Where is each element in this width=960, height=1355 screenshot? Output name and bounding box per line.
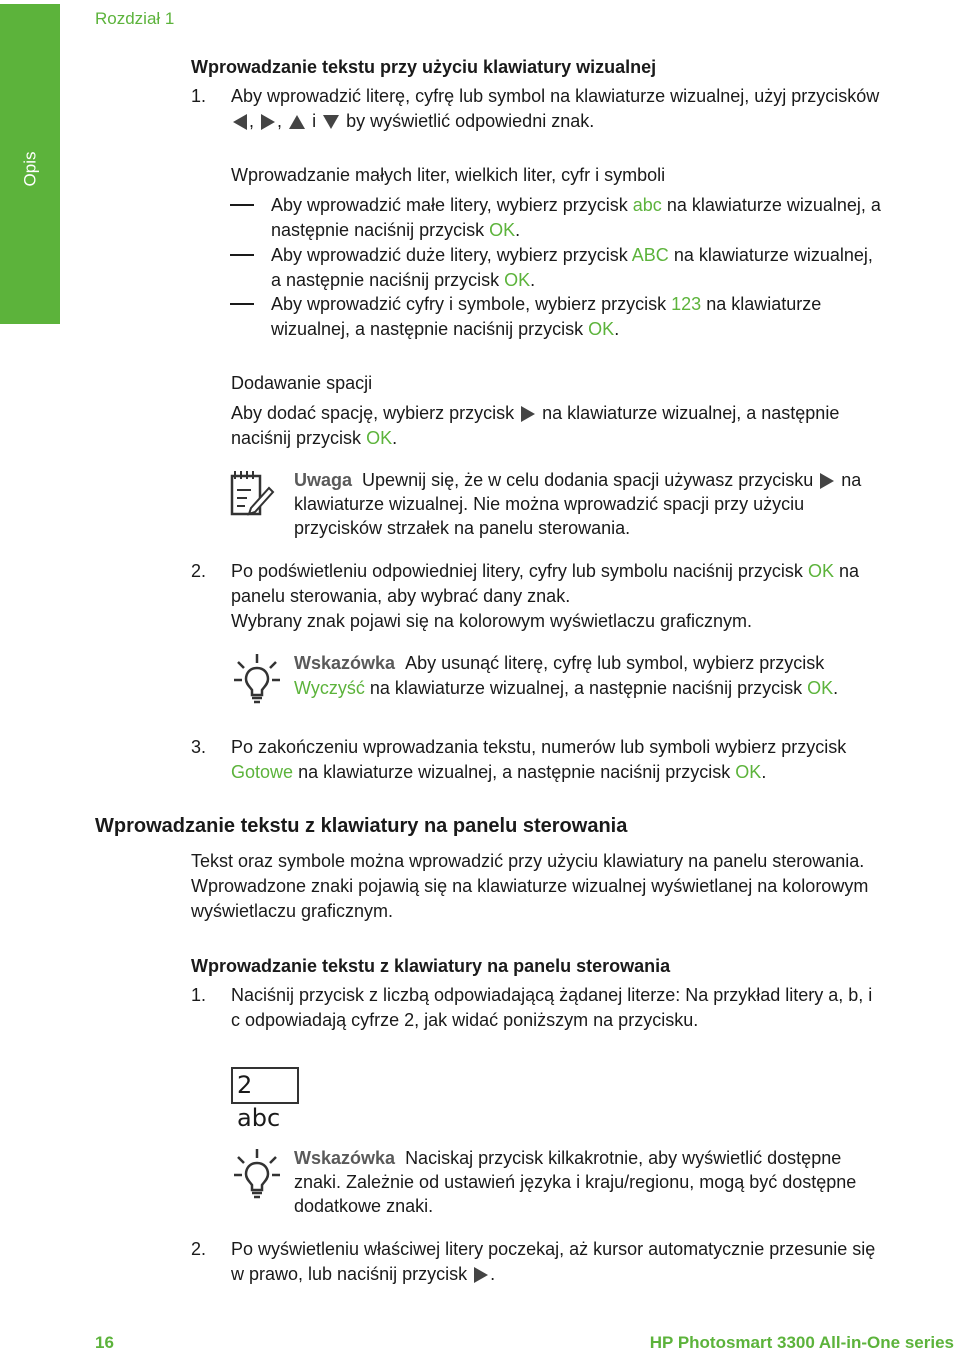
right-arrow-icon bbox=[474, 1267, 488, 1283]
paragraph: Tekst oraz symbole można wprowadzić przy użyciu klawiatury na panelu sterowania. bbox=[191, 851, 865, 871]
sub-heading: Wprowadzanie tekstu z klawiatury na panelu sterowania bbox=[191, 956, 671, 976]
note-text: klawiaturze wizualnej. Nie można wprowadzić spacji przy użyciu bbox=[294, 494, 805, 514]
space-heading: Dodawanie spacji bbox=[231, 373, 373, 393]
step-text: Po zakończeniu wprowadzania tekstu, numerów lub symboli wybierz przycisk bbox=[231, 737, 847, 757]
keypad-button-image: 2 abc bbox=[231, 1067, 299, 1104]
page-number: 16 bbox=[95, 1333, 114, 1352]
note-icon bbox=[229, 468, 277, 518]
tip-text: Wskazówka Aby usunąć literę, cyfrę lub symbol, wybierz przycisk bbox=[294, 653, 825, 673]
note-text: Uwaga Upewnij się, że w celu dodania spacji używasz przycisku na bbox=[294, 470, 862, 490]
dash-bullet bbox=[230, 303, 254, 305]
note-text: przycisków strzałek na panelu sterowania. bbox=[294, 518, 631, 538]
tip-text: Wyczyść na klawiaturze wizualnej, a następnie naciśnij przycisk OK. bbox=[294, 678, 839, 698]
step-number: 2. bbox=[191, 1239, 207, 1259]
step-text: c odpowiadają cyfrze 2, jak widać poniższym na przycisku. bbox=[231, 1010, 699, 1030]
step-number: 1. bbox=[191, 985, 207, 1005]
right-arrow-icon bbox=[521, 406, 535, 422]
space-text: naciśnij przycisk OK. bbox=[231, 428, 398, 448]
section-title: Wprowadzanie tekstu z klawiatury na panelu sterowania bbox=[95, 815, 628, 837]
bullet-text: Aby wprowadzić duże litery, wybierz przycisk ABC na klawiaturze wizualnej, bbox=[271, 245, 873, 265]
chapter-label: Rozdział 1 bbox=[95, 9, 175, 28]
space-text: Aby dodać spację, wybierz przycisk na klawiaturze wizualnej, a następnie bbox=[231, 403, 840, 423]
step-text: w prawo, lub naciśnij przycisk . bbox=[231, 1264, 496, 1284]
step-text-arrows: , , i by wyświetlić odpowiedni znak. bbox=[231, 109, 594, 134]
down-arrow-icon bbox=[323, 115, 339, 129]
step-text: panelu sterowania, aby wybrać dany znak. bbox=[231, 586, 571, 606]
step-number: 1. bbox=[191, 86, 207, 106]
tip-text: dodatkowe znaki. bbox=[294, 1196, 434, 1216]
tip-text: Wskazówka Naciskaj przycisk kilkakrotnie, aby wyświetlić dostępne bbox=[294, 1148, 842, 1168]
bullet-text: następnie naciśnij przycisk OK. bbox=[271, 220, 521, 240]
step-text: Naciśnij przycisk z liczbą odpowiadającą żądanej literze: Na przykład litery a, b, i bbox=[231, 985, 873, 1005]
left-arrow-icon bbox=[233, 114, 247, 130]
dash-bullet bbox=[230, 204, 254, 206]
paragraph: wyświetlaczu graficznym. bbox=[191, 901, 394, 921]
sub-heading: Wprowadzanie małych liter, wielkich liter, cyfr i symboli bbox=[231, 165, 666, 185]
up-arrow-icon bbox=[289, 115, 305, 129]
tip-lightbulb-icon bbox=[232, 652, 282, 704]
side-tab-label: Opis bbox=[20, 151, 40, 187]
bullet-text: Aby wprowadzić małe litery, wybierz przycisk abc na klawiaturze wizualnej, a bbox=[271, 195, 881, 215]
right-arrow-icon bbox=[261, 114, 275, 130]
bullet-text: Aby wprowadzić cyfry i symbole, wybierz przycisk 123 na klawiaturze bbox=[271, 294, 822, 314]
bullet-text: a następnie naciśnij przycisk OK. bbox=[271, 270, 536, 290]
section-heading: Wprowadzanie tekstu przy użyciu klawiatury wizualnej bbox=[191, 57, 657, 77]
step-text: Aby wprowadzić literę, cyfrę lub symbol na klawiaturze wizualnej, użyj przycisków bbox=[231, 86, 880, 106]
dash-bullet bbox=[230, 254, 254, 256]
tip-lightbulb-icon bbox=[232, 1147, 282, 1199]
side-tab bbox=[0, 4, 60, 324]
step-text: Gotowe na klawiaturze wizualnej, a następnie naciśnij przycisk OK. bbox=[231, 762, 767, 782]
bullet-text: wizualnej, a następnie naciśnij przycisk OK. bbox=[271, 319, 620, 339]
tip-text: znaki. Zależnie od ustawień języka i kraju/regionu, mogą być dostępne bbox=[294, 1172, 857, 1192]
right-arrow-icon bbox=[820, 473, 834, 489]
footer-title: HP Photosmart 3300 All-in-One series bbox=[649, 1333, 954, 1352]
paragraph: Wprowadzone znaki pojawią się na klawiaturze wizualnej wyświetlanej na kolorowym bbox=[191, 876, 869, 896]
step-text: Po podświetleniu odpowiedniej litery, cyfry lub symbolu naciśnij przycisk OK na bbox=[231, 561, 859, 581]
step-text: Po wyświetleniu właściwej litery poczekaj, aż kursor automatycznie przesunie się bbox=[231, 1239, 876, 1259]
step-number: 3. bbox=[191, 737, 207, 757]
step-text: Wybrany znak pojawi się na kolorowym wyświetlaczu graficznym. bbox=[231, 611, 753, 631]
step-number: 2. bbox=[191, 561, 207, 581]
